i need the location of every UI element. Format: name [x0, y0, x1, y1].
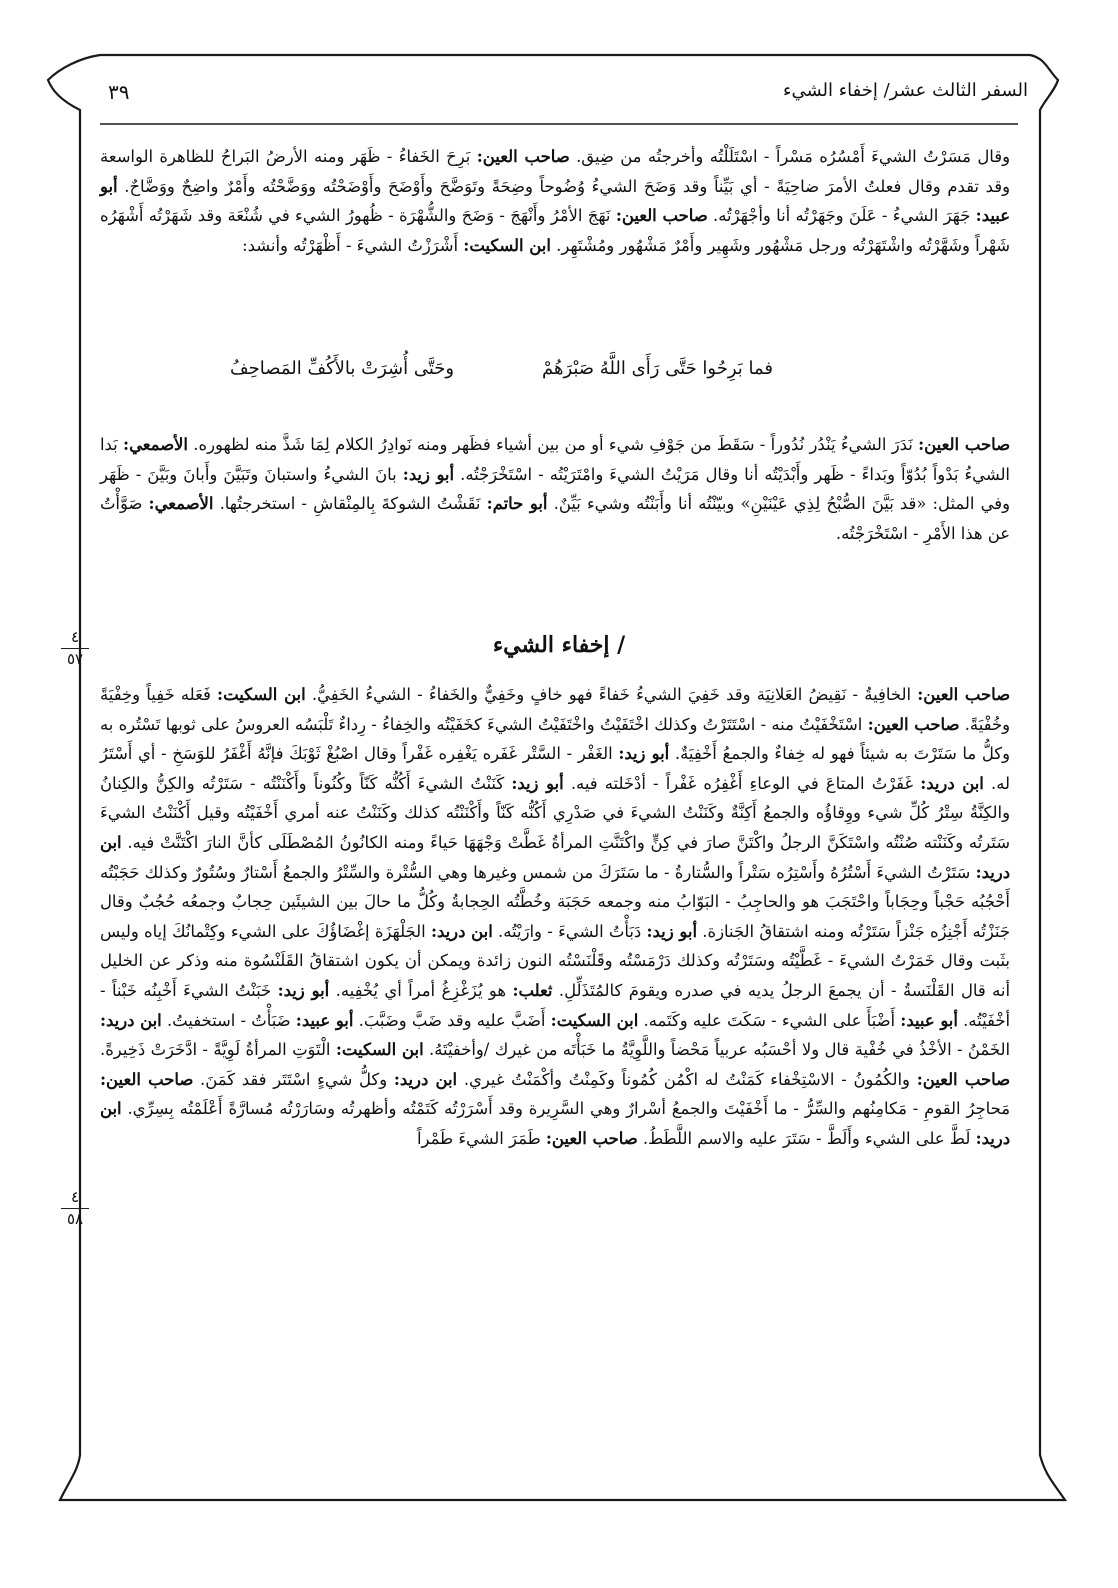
- authority-name: أبو زيد:: [402, 464, 455, 484]
- section-heading: / إخفاء الشيء: [492, 632, 626, 658]
- authority-name: ابن السكيت:: [217, 685, 306, 704]
- authority-name: ابن دريد:: [100, 1099, 1010, 1148]
- margin-reference: ٤ ٥٧: [55, 628, 95, 669]
- authority-name: صاحب العين:: [918, 435, 1010, 454]
- authority-name: ابن السكيت:: [335, 1040, 424, 1060]
- authority-name: أبو زيد:: [511, 773, 564, 793]
- paragraph-3: صاحب العين: الخافِيةُ - نَقِيضُ العَلانِيَة وقد خَفِيَ الشيءُ خَفاءً فهو خافٍ وخَفِيٌّ والخَفاءُ - الشيءُ الخَفِيُّ. ابن السكيت: فَعَله خَفِياً وخِفْيَةً وخُفْيَةً. صاحب العين: اسْتَخْفَيْتُ منه - اسْتَتَرْتُ وكذلك اخْتَفَيْتُ واخْتَفَيْتُ الشيءَ كخَفَيْتُه والخِفاءُ - رِداءٌ تَلْبَسُه العروسُ على ثوبها تَسْتُره به وكلُّ ما سَتَرْتَ به شيئاً فهو له خِفاءٌ والجمعُ أَخْفِيَةٌ. أبو زيد: الغَفْر - السَّتْر غَفَره يَغْفِره غَفْراً وقال اصْبُغْ ثَوْبَكَ فإنَّهُ أَغْفَرُ للوَسَخِ - أي أَسْتَرُ له. ابن دريد: غَفَرْتُ المتاعَ في الوعاءِ أَغْفِرُه غَفْراً - أدْخَلته فيه. أبو زيد: كَنَنْتُ الشيءَ أَكُنُّه كَنّاً وكُنُوناً وأَكْنَنْتُه - سَتَرْتُه والكِنُّ والكِنانُ والكِنَّةُ سِتْرُ كُلِّ شيء ووِقاؤُه والجمعُ أَكِنَّةٌ وكَنَنْتُ الشيءَ في صَدْرِي أَكُنُّه كَنّاً وأَكْنَنْتُه كذلك وكَنَنْتُ عنه أمري أَخْفَيْتُه وقيل أَكْنَنْتُ الشيءَ سَتَرتُه وكَنَنْته صُنْتُه واسْتَكَنَّ الرجلُ واكْتَنَّ صارَ في كِنٍّ واكْتَنَّتِ المرأةُ غَطَّتْ وَجْهَهَا حَياءً ومنه الكانُونُ المُصْطَلَى كأنَّ النارَ اكْتَنَّتْ فيه. ابن دريد: سَتَرْتُ الشيءَ أَسْتُرُهُ وأَسْتِرُه سَتْراً والسُّتارةُ - ما سَتَرَكَ من شمس وغيرها وهي السُّتْرة والسِّتْرُ والجمعُ أَسْتارٌ وسُتُورٌ وكذلك حَجَبْتُه أَحْجُبُه حَجْباً وحِجَاباً واحْتَجَبَ هو والحاجِبُ - البَوّابُ منه وجمعه حَجَبَة وخُطَّتُه الحِجابةُ وكُلُّ ما حالَ بين الشيئَين حِجابٌ وجمعُه حُجُبٌ وقال جَنَزْتُه أَجْنِزُه جَنْزاً سَتَرْتُه ومنه اشتقاقُ الجَنازة. أبو زيد: دَبَأْتُ الشيءَ - وارَيْتُه. ابن دريد: الجَلْهَزَة إغْضَاؤُكَ على الشيء وكِتْمانُكَ إياه وليس بثَبت وقال خَمَرْتُ الشيءَ - غَطَّيْتُه وسَتَرْتُه وكذلك دَرْمَسْتُه وقَلْنَسْتُه النون زائدة ويمكن أن يكون اشتقاقُ القَلَنْسُوة منه وذكر عن الخليل أنه قال القَلْنَسةُ - أن يجمعَ الرجلُ يديه في صدره ويقومَ كالمُتَذَلِّلِ. ثعلب: هو يُزَغْزِغُ أمراً أي يُخْفِيه. أبو زيد: خَبَنْتُ الشيءَ أَخْبِنُه خَبْناً - أخْفَيْتُه. أبو عبيد: أَضْبَأَ على الشيء - سَكَتَ عليه وكَتَمه. ابن السكيت: أَضَبَّ عليه وقد ضَبَّ وضَبَّبَ. أبو عبيد: ضَبَأْتُ - استخفيتُ. ابن دريد: الخَمْنُ - الأخْذُ في خُفْية قال ولا أحْسَبُه عربياً مَحْضاً واللَّوِيَّةُ ما خَبَأْتَه من غيرك /وأخفيْتَهُ. ابن السكيت: الْتَوَتِ المرأةُ لَوِيَّةً - ادَّخَرَتْ ذَخِيرةً. صاحب العين: والكُمُونُ - الاسْتِخْفاء كَمَنْتُ له اكْمُن كُمُوناً وكَمِنْتُ وأكْمَنْتُ غيري. ابن دريد: وكلُّ شيءٍ اسْتَتَر فقد كَمَنَ. صاحب العين: مَحاجِرُ القومِ - مَكامِنُهم والسِّرُّ - ما أَخْفَيْتَ والجمعُ أسْرارٌ وهي السَّرِيرة وقد أَسْرَرْتُه كَتَمْتُه وأظهرتُه وسَارَرْتُه مُسارَّةً أَعْلَمْتُه بِسِرِّي. ابن دريد: لَطَّ على الشيء وأَلَطَّ - سَتَرَ عليه والاسم اللَّطَطُ. صاحب العين: طَمَرَ الشيءَ طَمْراً: [100, 685, 1011, 1148]
- authority-name: الأصمعي:: [123, 435, 188, 454]
- authority-name: صاحب العين:: [917, 685, 1010, 704]
- authority-name: ابن دريد:: [100, 1010, 162, 1030]
- authority-name: أبو زيد:: [277, 980, 330, 1000]
- authority-name: صاحب العين:: [615, 206, 708, 226]
- authority-name: ابن دريد:: [393, 1069, 458, 1089]
- running-header-title: السفر الثالث عشر/ إخفاء الشيء: [782, 80, 1028, 101]
- authority-name: أبو عبيد:: [100, 176, 1010, 226]
- authority-name: صاحب العين:: [100, 1069, 194, 1089]
- verse-first-hemistich: فما بَرِحُوا حَتَّى رَأَى اللَّهُ صَبْرَهُمْ: [541, 358, 773, 379]
- authority-name: صاحب العين:: [867, 714, 960, 734]
- verse-second-hemistich: وحَتَّى أُشِرَتْ بالأَكُفِّ المَصاحِفُ: [230, 358, 455, 379]
- authority-name: ابن دريد:: [100, 832, 1010, 882]
- authority-name: صاحب العين:: [916, 1069, 1010, 1089]
- authority-name: أبو عبيد:: [295, 1010, 354, 1030]
- authority-name: أبو عبيد:: [900, 1010, 958, 1030]
- authority-name: الأصمعي:: [148, 494, 214, 514]
- paragraph-2: صاحب العين: نَدَرَ الشيءُ يَنْدُر نُدُوراً - سَقَطَ من جَوْفِ شيء أو من بين أشياء فظَهر ومنه نَوادِرُ الكلام لِمَا شَذَّ منه لظهوره. الأصمعي: بَدا الشيءُ بَدْواً بُدُوّاً وبَداءً - ظَهر وأَبْدَيْتُه أنا وقال مَرَيْتُ الشيءَ وامْتَرَيْتُه - اسْتَخْرَجْتُه. أبو زيد: بانَ الشيءُ واستبانَ وتَبَيَّنَ وأَبانَ وبَيَّنَ - ظَهَر وفي المثل: «قد بَيَّنَ الصُّبْحُ لِذِي عَيْنَيْنِ» وبيّنْتُه أنا وأَبَنْتُه وشيء بَيِّنٌ. أبو حاتم: نَقَشْتُ الشوكةَ بِالمِنْقاشِ - استخرجتُها. الأصمعي: صَوَّأْتُ عن هذا الأَمْرِ - اسْتَخْرَجْتُه.: [100, 435, 1010, 543]
- authority-name: ابن دريد:: [920, 773, 984, 793]
- margin-reference: ٤ ٥٨: [55, 1188, 95, 1229]
- authority-name: ابن السكيت:: [550, 1010, 639, 1030]
- authority-name: ابن السكيت:: [463, 235, 551, 255]
- authority-name: أبو حاتم:: [486, 494, 548, 514]
- authority-name: أبو زيد:: [618, 744, 670, 764]
- paragraph-1: وقال مَسَرْتُ الشيءَ أَمْسُرُه مَسْراً - اسْتَلَلْتُه وأخرجتُه من ضِيق. صاحب العين: بَرِحَ الخَفاءُ - ظَهَر ومنه الأرضُ البَراحُ للظاهرة الواسعة وقد تقدم وقال فعلتُ الأمرَ ضاحِيَةً - أي بَيِّناً وقد وَضَحَ الشيءُ وُضُوحاً وضِحَةً وتَوَضَّحَ وأَوْضَحَ وأَوْضَحْتُه ووَضَّحْتُه وأَمْرٌ واضِحٌ ووَضَّاحٌ. أبو عبيد: جَهَرَ الشيءُ - عَلَنَ وجَهَرْتُه أنا وأجْهَرْتُه. صاحب العين: نَهَجَ الأمْرُ وأَنْهَجَ - وَضَحَ والشُّهْرَة - ظُهورُ الشيء في شُنْعَة وقد شَهَرْتُه أَشْهَرُه شَهْراً وشَهَّرْتُه واشْتَهَرْتُه ورجل مَشْهُور وشَهِير وأَمْرٌ مَشْهُور ومُشْتَهِر. ابن السكيت: أَشْرَزْتُ الشيءَ - أَظْهَرْتُه وأنشد:: [100, 147, 1010, 255]
- authority-name: أبو زيد:: [646, 921, 698, 941]
- authority-name: صاحب العين:: [476, 147, 570, 166]
- authority-name: صاحب العين:: [545, 1128, 638, 1148]
- authority-name: ثعلب:: [512, 980, 553, 1000]
- page-number: ٣٩: [108, 80, 130, 104]
- authority-name: ابن دريد:: [430, 921, 493, 941]
